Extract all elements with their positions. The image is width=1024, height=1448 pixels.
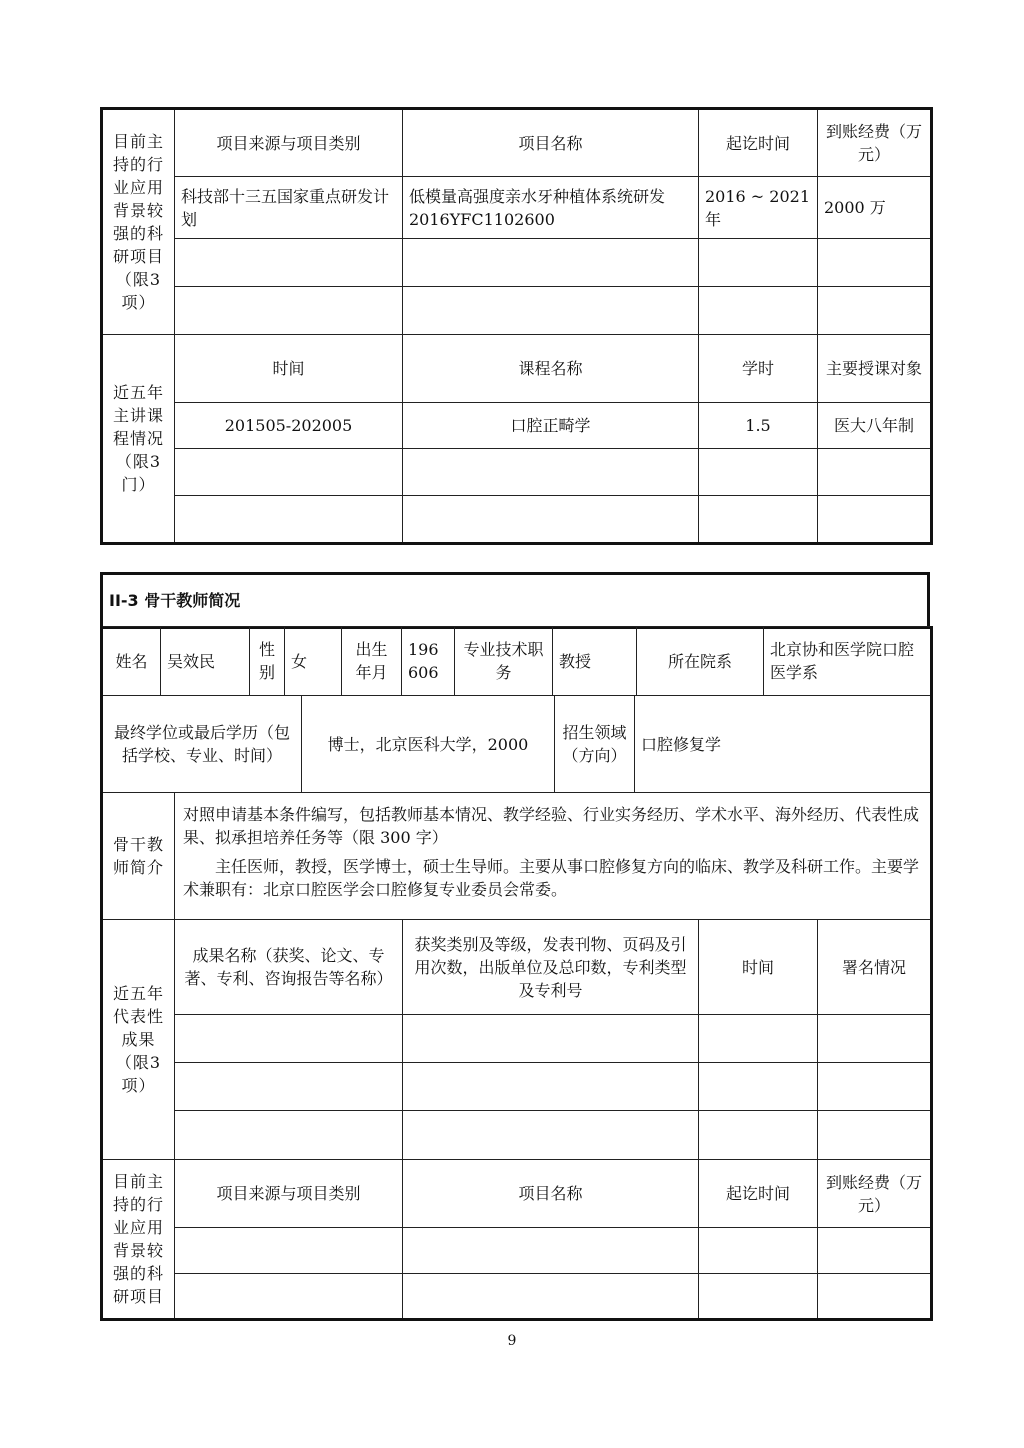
teacher-basic-info xyxy=(100,626,933,696)
table-row xyxy=(102,177,932,239)
project-funding xyxy=(818,1274,932,1320)
teacher-title: 教授 xyxy=(553,627,637,696)
page-number: 9 xyxy=(507,1333,517,1349)
achievements-row-header: 近五年代表性成果（限3项） xyxy=(102,920,175,1160)
course-audience xyxy=(818,449,932,496)
teacher-degree-info xyxy=(100,695,933,793)
achievement-detail xyxy=(403,1063,699,1111)
table-row xyxy=(102,1274,932,1320)
header-achievement-name: 成果名称（获奖、论文、专著、专利、咨询报告等名称） xyxy=(175,920,403,1015)
header-course-hours: 学时 xyxy=(699,335,818,403)
achievement-time xyxy=(699,1015,818,1063)
title-label: 专业技术职 务 xyxy=(455,627,553,696)
course-time xyxy=(175,449,403,496)
achievement-time xyxy=(699,1063,818,1111)
header-project-name: 项目名称 xyxy=(403,109,699,177)
course-time xyxy=(175,496,403,544)
header-course-time: 时间 xyxy=(175,335,403,403)
header-project-name: 项目名称 xyxy=(403,1160,699,1228)
achievement-name xyxy=(175,1063,403,1111)
header-achievement-signature: 署名情况 xyxy=(818,920,932,1015)
header-achievement-detail: 获奖类别及等级，发表刊物、页码及引用次数，出版单位及总印数，专利类型及专利号 xyxy=(403,920,699,1015)
achievement-signature xyxy=(818,1111,932,1160)
projects-table xyxy=(100,107,933,545)
project-name xyxy=(403,287,699,335)
project-funding xyxy=(818,287,932,335)
header-achievement-time: 时间 xyxy=(699,920,818,1015)
achievement-name xyxy=(175,1111,403,1160)
project-name xyxy=(403,239,699,287)
project-source xyxy=(175,239,403,287)
teacher-birth: 196606 xyxy=(402,627,455,696)
project-name: 低模量高强度亲水牙种植体系统研发 2016YFC1102600 xyxy=(403,177,699,239)
header-period: 起讫时间 xyxy=(699,109,818,177)
table-row xyxy=(102,1015,932,1063)
teacher-gender: 女 xyxy=(285,627,342,696)
achievement-signature xyxy=(818,1015,932,1063)
project-name xyxy=(403,1274,699,1320)
degree-label: 最终学位或最后学历（包括学校、专业、时间） xyxy=(102,696,302,793)
courses-row-header: 近五年主讲课程情况（限3门） xyxy=(102,335,175,544)
table-row xyxy=(102,287,932,335)
field-label: 招生领域（方向） xyxy=(555,696,635,793)
teacher-intro xyxy=(100,792,933,920)
achievement-detail xyxy=(403,1015,699,1063)
course-name xyxy=(403,449,699,496)
project-source xyxy=(175,1228,403,1274)
intro-text: 主任医师，教授，医学博士，硕士生导师。主要从事口腔修复方向的临床、教学及科研工作。主要学术兼职有：北京口腔医学会口腔修复专业委员会常委。 xyxy=(183,857,920,899)
project-source xyxy=(175,1274,403,1320)
project-period xyxy=(699,239,818,287)
achievement-name xyxy=(175,1015,403,1063)
course-name xyxy=(403,496,699,544)
header-funding: 到账经费（万元） xyxy=(818,109,932,177)
teacher-degree: 博士，北京医科大学，2000 xyxy=(302,696,555,793)
table-row xyxy=(102,239,932,287)
project-period xyxy=(699,287,818,335)
table-row xyxy=(102,1228,932,1274)
table-row xyxy=(102,1063,932,1111)
course-time: 201505-202005 xyxy=(175,403,403,449)
dept-label: 所在院系 xyxy=(637,627,764,696)
table-row xyxy=(102,496,932,544)
project-source: 科技部十三五国家重点研发计划 xyxy=(175,177,403,239)
header-course-audience: 主要授课对象 xyxy=(818,335,932,403)
name-label: 姓名 xyxy=(102,627,161,696)
project-name xyxy=(403,1228,699,1274)
project-funding xyxy=(818,1228,932,1274)
course-name: 口腔正畸学 xyxy=(403,403,699,449)
header-period: 起讫时间 xyxy=(699,1160,818,1228)
table-row xyxy=(102,1111,932,1160)
header-course-name: 课程名称 xyxy=(403,335,699,403)
gender-label: 性别 xyxy=(250,627,285,696)
course-audience xyxy=(818,496,932,544)
project-funding xyxy=(818,239,932,287)
project-period: 2016 ~ 2021 年 xyxy=(699,177,818,239)
projects2-row-header: 目前主持的行业应用背景较强的科研项目 xyxy=(102,1160,175,1320)
intro-label: 骨干教师简介 xyxy=(102,793,175,920)
achievement-signature xyxy=(818,1063,932,1111)
project-funding: 2000 万 xyxy=(818,177,932,239)
teacher-dept: 北京协和医学院口腔医学系 xyxy=(764,627,932,696)
header-project-source: 项目来源与项目类别 xyxy=(175,1160,403,1228)
project-period xyxy=(699,1228,818,1274)
projects-row-header: 目前主持的行业应用背景较强的科研项目（限3项） xyxy=(102,109,175,335)
teacher-name: 吴效民 xyxy=(161,627,250,696)
teacher-field: 口腔修复学 xyxy=(635,696,932,793)
course-hours xyxy=(699,449,818,496)
course-hours: 1.5 xyxy=(699,403,818,449)
section-title: II-3 骨干教师简况 xyxy=(102,574,929,628)
table-row xyxy=(102,449,932,496)
header-funding: 到账经费（万元） xyxy=(818,1160,932,1228)
project-source xyxy=(175,287,403,335)
birth-label: 出生年月 xyxy=(342,627,402,696)
achievement-time xyxy=(699,1111,818,1160)
project-period xyxy=(699,1274,818,1320)
achievement-detail xyxy=(403,1111,699,1160)
achievements-table xyxy=(100,919,933,1321)
teacher-section-title-table xyxy=(100,572,930,629)
course-audience: 医大八年制 xyxy=(818,403,932,449)
table-row xyxy=(102,403,932,449)
intro-instruction: 对照申请基本条件编写，包括教师基本情况、教学经验、行业实务经历、学术水平、海外经历、代表性成果、拟承担培养任务等（限 300 字） xyxy=(183,805,920,847)
course-hours xyxy=(699,496,818,544)
header-project-source: 项目来源与项目类别 xyxy=(175,109,403,177)
